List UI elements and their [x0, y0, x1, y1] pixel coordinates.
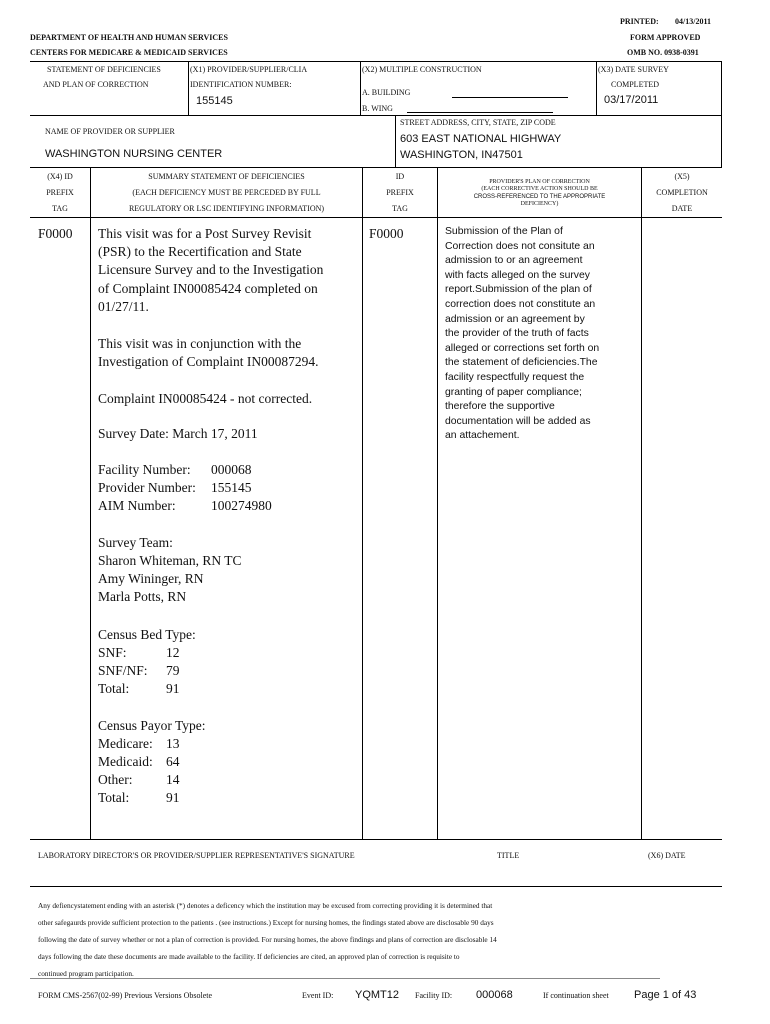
- id-prefix: PREFIX: [386, 188, 414, 197]
- survey-date: Survey Date: March 17, 2011: [98, 426, 258, 441]
- bed-label: SNF:: [98, 645, 127, 660]
- summary-paragraph-1: This visit was for a Post Survey Revisit (PSR) to the Recertification and State Licensure Survey and to the Investigation of Complaint IN00085424 completed on 01/27/11.: [98, 226, 324, 314]
- disclaimer-line: days following the date these documents are made available to the facility. If deficiencies are cited, an approved plan of correction is requisite to: [38, 952, 460, 961]
- id-label: ID: [395, 172, 405, 181]
- provider-name-value: WASHINGTON NURSING CENTER: [45, 148, 223, 160]
- rule: [30, 61, 722, 62]
- plan-header-2: (EACH CORRECTIVE ACTION SHOULD BE: [481, 186, 598, 192]
- wing-line: [407, 112, 553, 113]
- completion-label: COMPLETION: [656, 188, 708, 197]
- disclaimer: [38, 897, 497, 982]
- rule: [30, 217, 722, 218]
- aim-number-label: AIM Number:: [98, 498, 176, 513]
- rule: [30, 839, 722, 840]
- id-tag: TAG: [392, 204, 408, 213]
- plan-header-4: DEFICIENCY): [520, 201, 559, 207]
- rule: [30, 886, 722, 887]
- printed-label: PRINTED:: [620, 17, 659, 26]
- plan-label: AND PLAN OF CORRECTION: [43, 80, 149, 89]
- rule: [360, 61, 361, 115]
- rule: [596, 61, 597, 115]
- rule: [90, 167, 91, 839]
- bed-value: 91: [166, 681, 180, 696]
- form-number: FORM CMS-2567(02-99) Previous Versions Obsolete: [38, 991, 213, 1000]
- payor-label: Other:: [98, 772, 133, 787]
- aim-number-value: 100274980: [211, 498, 272, 513]
- disclaimer-line: Any defiencystatement ending with an asterisk (*) denotes a deficency which the institution may be excused from correcting providing it is determined that: [38, 901, 493, 910]
- x4-prefix: PREFIX: [46, 188, 74, 197]
- x5-label: (X5): [674, 172, 690, 181]
- event-id-value: YQMT12: [355, 989, 400, 1001]
- signature-label: LABORATORY DIRECTOR'S OR PROVIDER/SUPPLIER REPRESENTATIVE'S SIGNATURE: [38, 851, 355, 860]
- payor-label: Total:: [98, 790, 130, 805]
- rule: [362, 167, 363, 839]
- summary-header-3: REGULATORY OR LSC IDENTIFYING INFORMATION): [128, 204, 325, 213]
- building-label: A. BUILDING: [362, 88, 411, 97]
- page-number: Page 1 of 43: [634, 989, 697, 1001]
- completion-date-label: DATE: [671, 204, 693, 213]
- event-id-label: Event ID:: [302, 991, 334, 1000]
- rule: [395, 115, 396, 167]
- payor-label: Medicare:: [98, 736, 153, 751]
- x1-label: (X1) PROVIDER/SUPPLIER/CLIA: [190, 65, 308, 74]
- x3-label: (X3) DATE SURVEY: [598, 65, 669, 74]
- id-number-label: IDENTIFICATION NUMBER:: [190, 80, 292, 89]
- plan-of-correction-text: Submission of the Plan of Correction does not consitute an admission to or an agreement with facts alleged on the survey report.Submission of the plan of correction does not constitute an admission or an agreement by the provider of the truth of facts alleged or corrections set forth on the statement of deficiencies.The facility respectfully request the granting of paper compliance; therefore the supportive documentation will be added as an attachement.: [445, 226, 600, 442]
- rule: [30, 978, 660, 979]
- facility-number-label: Facility Number:: [98, 462, 191, 477]
- bed-label: Total:: [98, 681, 130, 696]
- bed-value: 79: [166, 663, 180, 678]
- census-bed-title: Census Bed Type:: [98, 627, 196, 642]
- payor-value: 91: [166, 790, 180, 805]
- title-label: TITLE: [497, 851, 520, 860]
- x2-label: (X2) MULTIPLE CONSTRUCTION: [362, 65, 482, 74]
- rule: [30, 115, 722, 116]
- statement-label: STATEMENT OF DEFICIENCIES: [47, 65, 161, 74]
- continuation-label: If continuation sheet: [543, 991, 609, 1000]
- x4-tag: TAG: [52, 204, 68, 213]
- bed-label: SNF/NF:: [98, 663, 148, 678]
- payor-value: 13: [166, 736, 180, 751]
- team-member: Sharon Whiteman, RN TC: [98, 553, 242, 568]
- census-payor-title: Census Payor Type:: [98, 718, 206, 733]
- plan-header: PROVIDER'S PLAN OF CORRECTION: [489, 179, 590, 185]
- signature-date-label: (X6) DATE: [648, 851, 686, 860]
- team-member: Amy Wininger, RN: [98, 571, 204, 586]
- printed-date: 04/13/2011: [675, 17, 712, 26]
- summary-paragraph-2: This visit was in conjunction with the Investigation of Complaint IN00087294.: [98, 336, 319, 370]
- rule: [30, 167, 722, 168]
- centers-title: CENTERS FOR MEDICARE & MEDICAID SERVICES: [30, 48, 228, 57]
- survey-team-title: Survey Team:: [98, 535, 173, 550]
- rule: [437, 167, 438, 839]
- survey-date-value: 03/17/2011: [604, 94, 659, 106]
- building-line: [452, 97, 568, 98]
- disclaimer-line: continued program participation.: [38, 969, 134, 978]
- department-title: DEPARTMENT OF HEALTH AND HUMAN SERVICES: [30, 33, 228, 42]
- tag-prefix-left: F0000: [38, 226, 73, 241]
- provider-number-label: Provider Number:: [98, 480, 196, 495]
- provider-id-value: 155145: [196, 95, 233, 107]
- facility-id-label: Facility ID:: [415, 991, 453, 1000]
- rule: [188, 61, 189, 115]
- summary-paragraph-3: Complaint IN00085424 - not corrected.: [98, 391, 313, 406]
- summary-header-2: (EACH DEFICIENCY MUST BE PERCEDED BY FULL: [132, 188, 321, 197]
- rule: [721, 61, 722, 167]
- bed-value: 12: [166, 645, 180, 660]
- payor-value: 64: [166, 754, 180, 769]
- disclaimer-line: following the date of survey whether or not a plan of correction is provided. For nursing homes, the above findings and plans of correction are disclosable 14: [38, 935, 497, 944]
- plan-header-3: CROSS-REFERENCED TO THE APPROPRIATE: [473, 194, 606, 200]
- facility-id-value: 000068: [476, 989, 513, 1001]
- tag-prefix-right: F0000: [369, 226, 404, 241]
- team-member: Marla Potts, RN: [98, 589, 187, 604]
- payor-label: Medicaid:: [98, 754, 153, 769]
- address-line1: 603 EAST NATIONAL HIGHWAY: [400, 133, 562, 145]
- provider-number-value: 155145: [211, 480, 252, 495]
- rule: [641, 167, 642, 839]
- x4-label: (X4) ID: [47, 172, 73, 181]
- omb-number: OMB NO. 0938-0391: [627, 48, 699, 57]
- form-approved: FORM APPROVED: [630, 33, 701, 42]
- wing-label: B. WING: [362, 104, 393, 113]
- payor-value: 14: [166, 772, 180, 787]
- disclaimer-line: other safegaurds provide sufficient protection to the patients . (see instructions.) Except for nursing homes, the findings stated above are disclosable 90 days: [38, 918, 494, 927]
- address-line2: WASHINGTON, IN47501: [400, 149, 523, 161]
- summary-header: SUMMARY STATEMENT OF DEFICIENCIES: [148, 172, 305, 181]
- facility-number-value: 000068: [211, 462, 252, 477]
- provider-name-label: NAME OF PROVIDER OR SUPPLIER: [45, 127, 175, 136]
- address-label: STREET ADDRESS, CITY, STATE, ZIP CODE: [400, 118, 556, 127]
- completed-label: COMPLETED: [611, 80, 659, 89]
